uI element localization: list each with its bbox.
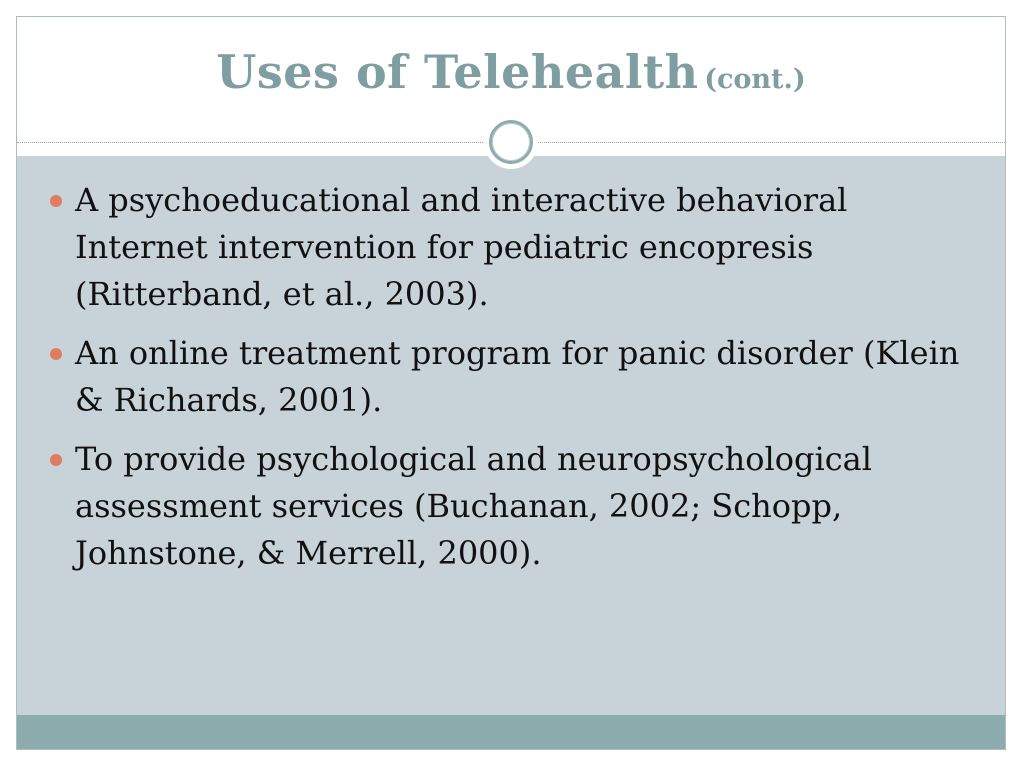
slide-title-main: Uses of Telehealth: [216, 45, 699, 99]
slide-title: [17, 45, 1005, 99]
bullet-text: To provide psychological and neuropsychological assessment services (Buchanan, 2002; Schopp, Johnstone, & Merrell, 2000).: [75, 440, 872, 572]
footer-band: [17, 715, 1005, 750]
bullet-dot-icon: [50, 454, 62, 466]
bullet-text: A psychoeducational and interactive behavioral Internet intervention for pediatric encopresis (Ritterband, et al., 2003).: [75, 181, 848, 313]
bullet-item: [47, 436, 967, 577]
circle-ornament-inner: [492, 123, 530, 161]
bullet-item: [47, 177, 967, 318]
bullet-item: [47, 330, 967, 424]
bullet-dot-icon: [50, 195, 62, 207]
slide: [16, 16, 1006, 750]
bullet-dot-icon: [50, 348, 62, 360]
bullet-list: [47, 177, 967, 589]
slide-title-sub: (cont.): [704, 64, 806, 95]
bullet-text: An online treatment program for panic disorder (Klein & Richards, 2001).: [75, 334, 960, 419]
